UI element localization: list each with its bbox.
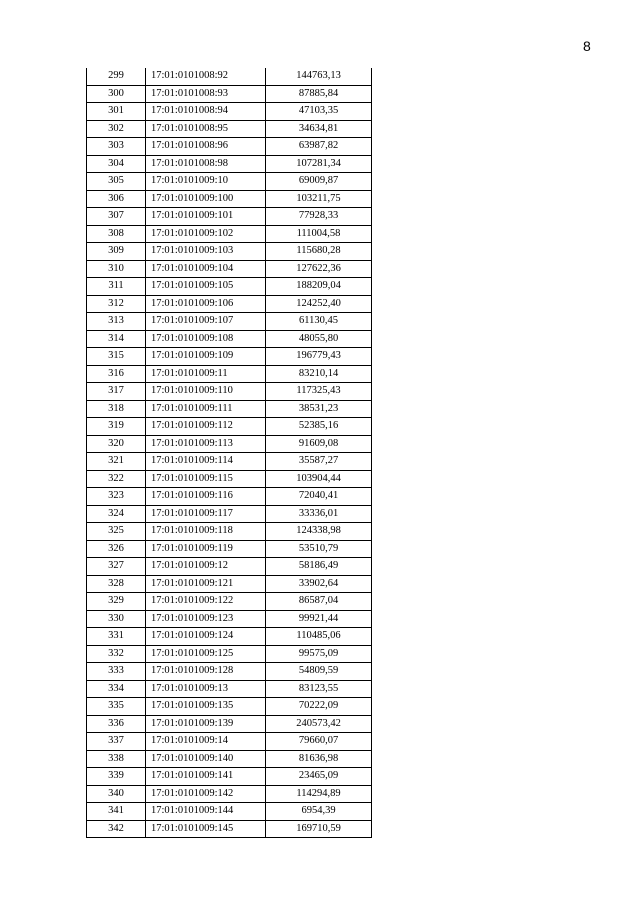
value-cell: 83123,55 (266, 680, 372, 698)
value-cell: 70222,09 (266, 698, 372, 716)
row-number-cell: 331 (87, 628, 146, 646)
cadastral-number-cell: 17:01:0101009:105 (146, 278, 266, 296)
table-row (87, 400, 372, 418)
cadastral-number-cell: 17:01:0101009:116 (146, 488, 266, 506)
row-number-cell: 342 (87, 820, 146, 838)
value-cell: 47103,35 (266, 103, 372, 121)
table-row (87, 523, 372, 541)
table-row (87, 470, 372, 488)
cadastral-number-cell: 17:01:0101009:139 (146, 715, 266, 733)
table-row (87, 208, 372, 226)
value-cell: 87885,84 (266, 85, 372, 103)
row-number-cell: 329 (87, 593, 146, 611)
value-cell: 35587,27 (266, 453, 372, 471)
cadastral-number-cell: 17:01:0101009:145 (146, 820, 266, 838)
row-number-cell: 326 (87, 540, 146, 558)
table-row (87, 155, 372, 173)
value-cell: 188209,04 (266, 278, 372, 296)
row-number-cell: 336 (87, 715, 146, 733)
row-number-cell: 311 (87, 278, 146, 296)
table-row (87, 628, 372, 646)
row-number-cell: 319 (87, 418, 146, 436)
row-number-cell: 308 (87, 225, 146, 243)
value-cell: 61130,45 (266, 313, 372, 331)
cadastral-number-cell: 17:01:0101009:101 (146, 208, 266, 226)
cadastral-number-cell: 17:01:0101009:103 (146, 243, 266, 261)
cadastral-number-cell: 17:01:0101009:111 (146, 400, 266, 418)
cadastral-number-cell: 17:01:0101009:110 (146, 383, 266, 401)
table-row (87, 593, 372, 611)
cadastral-number-cell: 17:01:0101009:117 (146, 505, 266, 523)
table-body (87, 68, 372, 838)
row-number-cell: 341 (87, 803, 146, 821)
value-cell: 83210,14 (266, 365, 372, 383)
row-number-cell: 299 (87, 68, 146, 85)
row-number-cell: 313 (87, 313, 146, 331)
table-row (87, 138, 372, 156)
value-cell: 79660,07 (266, 733, 372, 751)
row-number-cell: 325 (87, 523, 146, 541)
value-cell: 38531,23 (266, 400, 372, 418)
value-cell: 144763,13 (266, 68, 372, 85)
table-row (87, 383, 372, 401)
cadastral-number-cell: 17:01:0101009:115 (146, 470, 266, 488)
cadastral-number-cell: 17:01:0101009:109 (146, 348, 266, 366)
cadastral-number-cell: 17:01:0101009:135 (146, 698, 266, 716)
value-cell: 107281,34 (266, 155, 372, 173)
table-row (87, 173, 372, 191)
row-number-cell: 333 (87, 663, 146, 681)
value-cell: 6954,39 (266, 803, 372, 821)
table-row (87, 680, 372, 698)
cadastral-number-cell: 17:01:0101009:118 (146, 523, 266, 541)
table-row (87, 330, 372, 348)
table-row (87, 785, 372, 803)
cadastral-number-cell: 17:01:0101009:142 (146, 785, 266, 803)
table-row (87, 453, 372, 471)
table-row (87, 488, 372, 506)
value-cell: 99575,09 (266, 645, 372, 663)
row-number-cell: 322 (87, 470, 146, 488)
table-row (87, 575, 372, 593)
table-row (87, 645, 372, 663)
cadastral-number-cell: 17:01:0101008:95 (146, 120, 266, 138)
row-number-cell: 332 (87, 645, 146, 663)
value-cell: 63987,82 (266, 138, 372, 156)
value-cell: 91609,08 (266, 435, 372, 453)
value-cell: 117325,43 (266, 383, 372, 401)
value-cell: 114294,89 (266, 785, 372, 803)
row-number-cell: 309 (87, 243, 146, 261)
cadastral-number-cell: 17:01:0101009:140 (146, 750, 266, 768)
value-cell: 124338,98 (266, 523, 372, 541)
value-cell: 115680,28 (266, 243, 372, 261)
value-cell: 103904,44 (266, 470, 372, 488)
value-cell: 23465,09 (266, 768, 372, 786)
table-row (87, 610, 372, 628)
row-number-cell: 318 (87, 400, 146, 418)
cadastral-number-cell: 17:01:0101009:104 (146, 260, 266, 278)
cadastral-number-cell: 17:01:0101009:144 (146, 803, 266, 821)
value-cell: 53510,79 (266, 540, 372, 558)
value-cell: 99921,44 (266, 610, 372, 628)
cadastral-number-cell: 17:01:0101009:113 (146, 435, 266, 453)
row-number-cell: 317 (87, 383, 146, 401)
table-row (87, 715, 372, 733)
table-row (87, 190, 372, 208)
table-row (87, 365, 372, 383)
cadastral-number-cell: 17:01:0101008:96 (146, 138, 266, 156)
table-row (87, 803, 372, 821)
row-number-cell: 303 (87, 138, 146, 156)
value-cell: 81636,98 (266, 750, 372, 768)
table-row (87, 820, 372, 838)
cadastral-number-cell: 17:01:0101009:122 (146, 593, 266, 611)
value-cell: 103211,75 (266, 190, 372, 208)
value-cell: 58186,49 (266, 558, 372, 576)
table-row (87, 313, 372, 331)
table-row (87, 103, 372, 121)
table-row (87, 278, 372, 296)
value-cell: 124252,40 (266, 295, 372, 313)
cadastre-table (86, 68, 372, 838)
cadastral-number-cell: 17:01:0101009:128 (146, 663, 266, 681)
row-number-cell: 310 (87, 260, 146, 278)
cadastral-number-cell: 17:01:0101008:94 (146, 103, 266, 121)
table-row (87, 243, 372, 261)
table-row (87, 85, 372, 103)
page-number: 8 (583, 38, 591, 54)
table-row (87, 418, 372, 436)
value-cell: 240573,42 (266, 715, 372, 733)
value-cell: 48055,80 (266, 330, 372, 348)
cadastral-number-cell: 17:01:0101009:13 (146, 680, 266, 698)
row-number-cell: 320 (87, 435, 146, 453)
cadastral-number-cell: 17:01:0101009:102 (146, 225, 266, 243)
cadastral-number-cell: 17:01:0101009:12 (146, 558, 266, 576)
row-number-cell: 327 (87, 558, 146, 576)
cadastral-number-cell: 17:01:0101008:92 (146, 68, 266, 85)
row-number-cell: 337 (87, 733, 146, 751)
row-number-cell: 340 (87, 785, 146, 803)
value-cell: 127622,36 (266, 260, 372, 278)
table-row (87, 733, 372, 751)
value-cell: 169710,59 (266, 820, 372, 838)
row-number-cell: 339 (87, 768, 146, 786)
cadastral-number-cell: 17:01:0101009:106 (146, 295, 266, 313)
table-row (87, 768, 372, 786)
row-number-cell: 307 (87, 208, 146, 226)
cadastral-number-cell: 17:01:0101009:114 (146, 453, 266, 471)
cadastral-number-cell: 17:01:0101009:141 (146, 768, 266, 786)
value-cell: 72040,41 (266, 488, 372, 506)
cadastral-number-cell: 17:01:0101009:121 (146, 575, 266, 593)
row-number-cell: 330 (87, 610, 146, 628)
table-row (87, 698, 372, 716)
row-number-cell: 338 (87, 750, 146, 768)
value-cell: 111004,58 (266, 225, 372, 243)
row-number-cell: 304 (87, 155, 146, 173)
row-number-cell: 300 (87, 85, 146, 103)
cadastral-number-cell: 17:01:0101009:123 (146, 610, 266, 628)
table-row (87, 505, 372, 523)
cadastral-number-cell: 17:01:0101009:100 (146, 190, 266, 208)
row-number-cell: 334 (87, 680, 146, 698)
value-cell: 86587,04 (266, 593, 372, 611)
value-cell: 52385,16 (266, 418, 372, 436)
cadastral-number-cell: 17:01:0101008:93 (146, 85, 266, 103)
table-row (87, 663, 372, 681)
value-cell: 69009,87 (266, 173, 372, 191)
table-row (87, 260, 372, 278)
table-row (87, 68, 372, 85)
value-cell: 33336,01 (266, 505, 372, 523)
cadastral-number-cell: 17:01:0101009:10 (146, 173, 266, 191)
row-number-cell: 324 (87, 505, 146, 523)
row-number-cell: 302 (87, 120, 146, 138)
cadastral-number-cell: 17:01:0101009:125 (146, 645, 266, 663)
row-number-cell: 323 (87, 488, 146, 506)
value-cell: 77928,33 (266, 208, 372, 226)
table-row (87, 558, 372, 576)
table-row (87, 435, 372, 453)
row-number-cell: 328 (87, 575, 146, 593)
row-number-cell: 314 (87, 330, 146, 348)
table-row (87, 225, 372, 243)
table-row (87, 540, 372, 558)
value-cell: 33902,64 (266, 575, 372, 593)
cadastral-number-cell: 17:01:0101009:11 (146, 365, 266, 383)
row-number-cell: 321 (87, 453, 146, 471)
value-cell: 54809,59 (266, 663, 372, 681)
table-row (87, 348, 372, 366)
row-number-cell: 315 (87, 348, 146, 366)
value-cell: 34634,81 (266, 120, 372, 138)
cadastral-number-cell: 17:01:0101008:98 (146, 155, 266, 173)
row-number-cell: 306 (87, 190, 146, 208)
value-cell: 110485,06 (266, 628, 372, 646)
cadastral-number-cell: 17:01:0101009:14 (146, 733, 266, 751)
cadastral-number-cell: 17:01:0101009:119 (146, 540, 266, 558)
cadastral-number-cell: 17:01:0101009:124 (146, 628, 266, 646)
row-number-cell: 316 (87, 365, 146, 383)
value-cell: 196779,43 (266, 348, 372, 366)
cadastral-number-cell: 17:01:0101009:107 (146, 313, 266, 331)
row-number-cell: 312 (87, 295, 146, 313)
cadastral-number-cell: 17:01:0101009:112 (146, 418, 266, 436)
table-row (87, 295, 372, 313)
table-row (87, 750, 372, 768)
cadastral-number-cell: 17:01:0101009:108 (146, 330, 266, 348)
table-row (87, 120, 372, 138)
row-number-cell: 301 (87, 103, 146, 121)
row-number-cell: 335 (87, 698, 146, 716)
row-number-cell: 305 (87, 173, 146, 191)
